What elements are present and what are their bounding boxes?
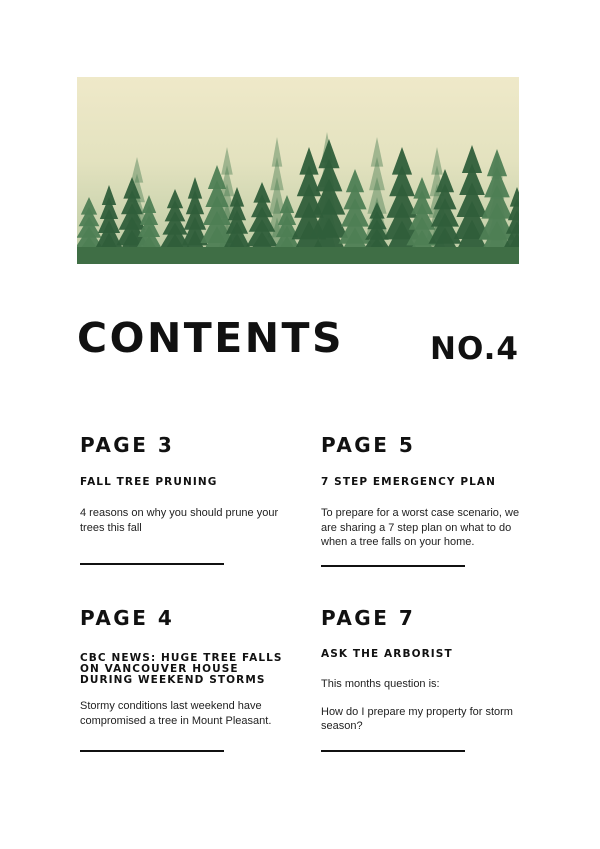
contents-title: CONTENTS (77, 314, 345, 362)
article-title[interactable]: FALL TREE PRUNING (80, 476, 218, 488)
contents-entry-page-4[interactable] (80, 608, 290, 728)
description-text: To prepare for a worst case scenario, we are sharing a 7 step plan on what to do when a tree falls on your home. (321, 507, 520, 549)
issue-number: NO.4 (430, 331, 519, 367)
contents-entry-page-7[interactable] (321, 608, 531, 734)
article-description (80, 506, 290, 535)
description-text: Stormy conditions last weekend have compromised a tree in Mount Pleasant. (80, 700, 272, 727)
article-title[interactable]: CBC NEWS: HUGE TREE FALLS ON VANCOUVER HOUSE DURING WEEKEND STORMS (80, 652, 283, 687)
divider-rule (321, 750, 465, 752)
page-number-label: PAGE 7 (321, 606, 416, 630)
article-title[interactable]: 7 STEP EMERGENCY PLAN (321, 476, 497, 488)
contents-entry-page-3[interactable] (80, 435, 290, 535)
article-title[interactable]: ASK THE ARBORIST (321, 648, 453, 660)
description-text: How do I prepare my property for storm season? (321, 705, 513, 733)
hero-forest-image (77, 77, 519, 264)
page-number-label: PAGE 3 (80, 433, 175, 457)
page-number-label: PAGE 4 (80, 606, 175, 630)
article-description (321, 677, 531, 734)
page-number-label: PAGE 5 (321, 433, 416, 457)
description-text: This months question is: (321, 678, 440, 691)
divider-rule (80, 750, 224, 752)
contents-entry-page-5[interactable] (321, 435, 531, 550)
description-text: 4 reasons on why you should prune your trees this fall (80, 507, 279, 534)
divider-rule (80, 563, 224, 565)
article-description (80, 699, 290, 728)
article-description (321, 506, 531, 550)
forest-illustration (77, 77, 519, 264)
divider-rule (321, 565, 465, 567)
